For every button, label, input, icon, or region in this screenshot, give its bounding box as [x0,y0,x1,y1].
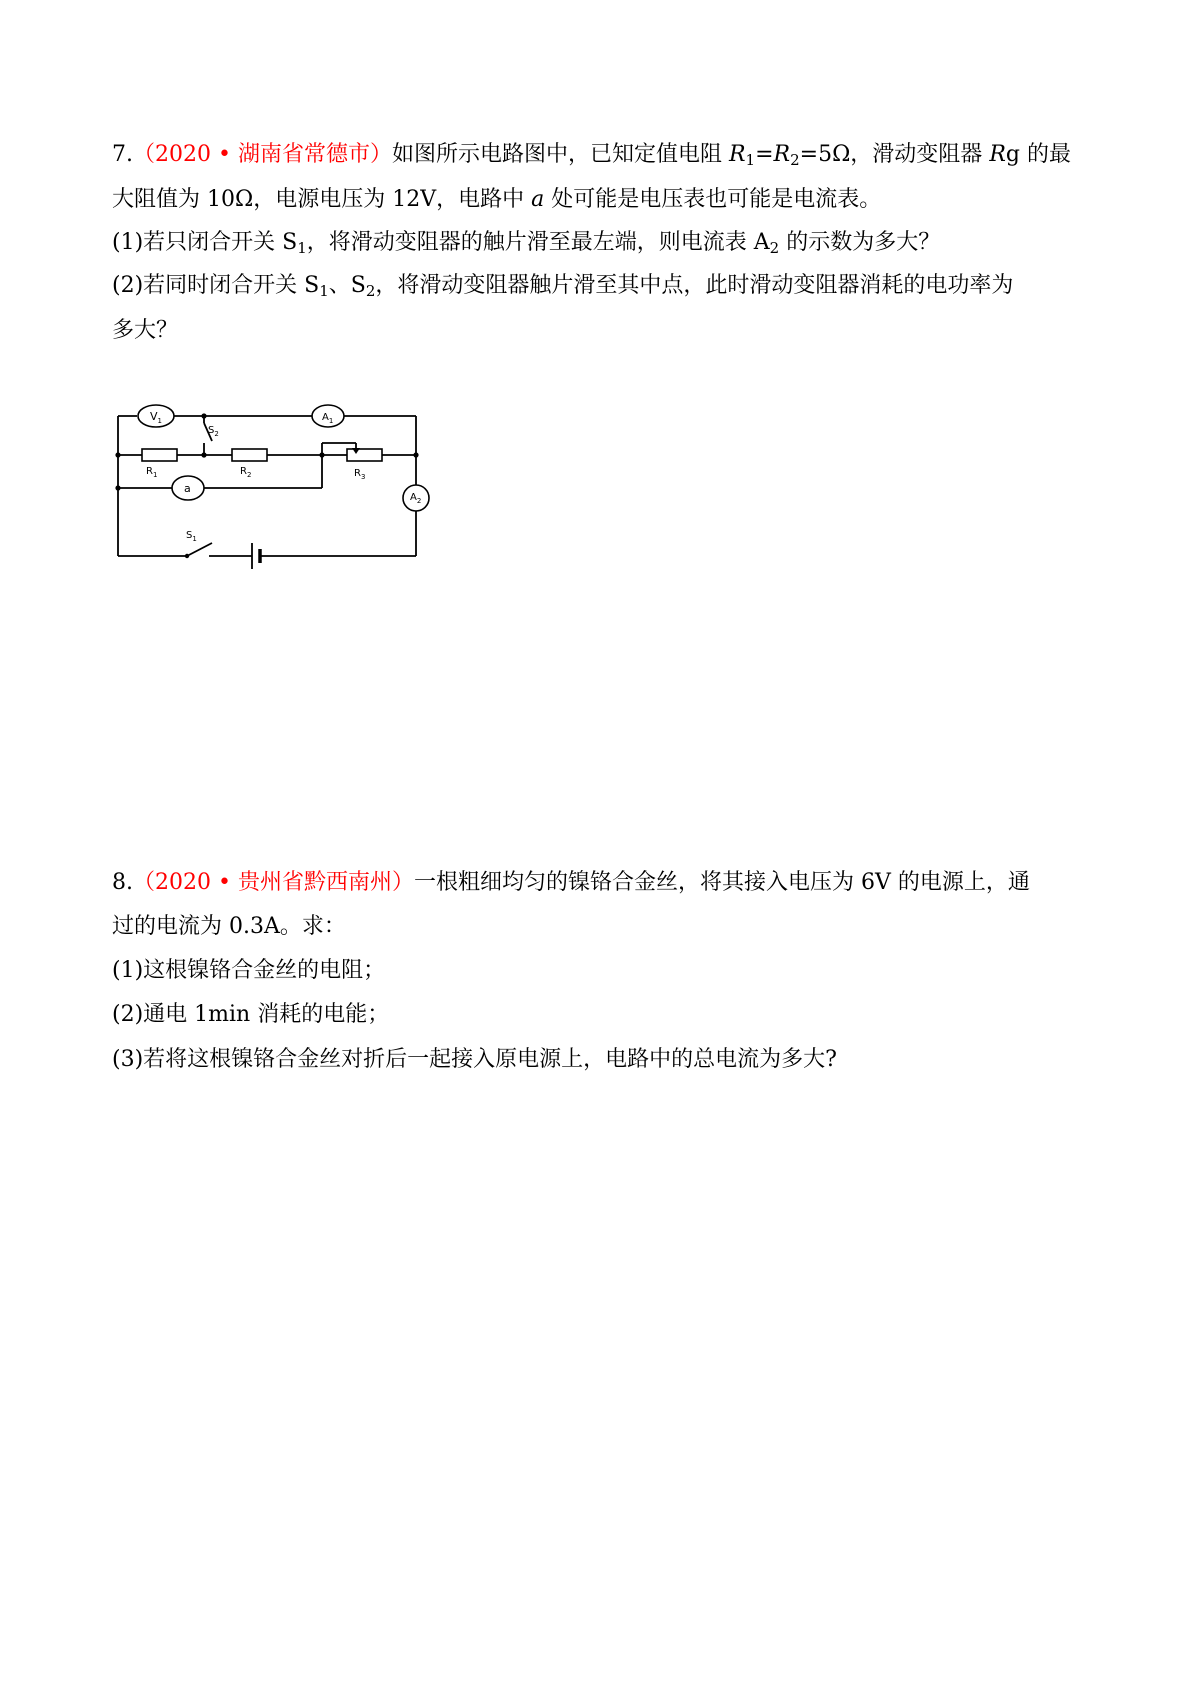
subscript: 1 [319,282,329,300]
subscript: 2 [365,282,376,300]
rheostat-r3 [347,449,382,461]
q8-text: 一根粗细均匀的镍铬合金丝，将其接入电压为 6V 的电源上，通 [413,870,1030,895]
v1-label: $V_1$ [150,410,162,425]
q7-text: 大阻值为 10Ω，电源电压为 12V，电路中 [112,187,532,212]
r-symbol: R [728,142,746,167]
q7-text: ，将滑动变阻器触片滑至其中点，此时滑动变阻器消耗的电功率为 [375,273,1014,298]
s1-label: $S_1$ [186,530,197,543]
q7-text: 、S [328,273,366,298]
subscript: 1 [745,151,756,169]
q8-text: 过的电流为 0.3A。求： [112,914,346,939]
r-symbol: R [773,142,791,167]
r1-label: $R_1$ [146,466,158,479]
a-symbol: a [531,187,545,212]
q7-line-2 [112,185,881,215]
junction-dot [413,452,418,457]
q7-part-1 [112,228,940,258]
q8-source: （2020 • 贵州省黔西南州） [133,870,414,895]
q8-part-2 [112,1000,389,1030]
q8-part-3 [112,1045,837,1075]
q8-text: (1)这根镍铬合金丝的电阻； [112,958,386,983]
circuit-diagram [112,393,452,583]
q7-text: 如图所示电路图中，已知定值电阻 [391,142,729,167]
junction-dot [319,452,324,457]
q8-text: (3)若将这根镍铬合金丝对折后一起接入原电源上，电路中的总电流为多大? [112,1047,837,1072]
q7-text: g 的最 [1005,142,1071,167]
q7-text: 的示数为多大？ [779,230,941,255]
q7-source: （2020 • 湖南省常德市） [133,142,392,167]
q7-text: ，将滑动变阻器的触片滑至最左端，则电流表 A [306,230,770,255]
a2-label: $A_2$ [410,492,422,505]
q7-part-2-cont [112,316,178,346]
q7-text: (1)若只闭合开关 S [112,230,298,255]
s2-label: $S_2$ [208,425,219,438]
junction-dot [201,452,206,457]
a-meter-label: a [184,482,191,495]
junction-dot [115,485,120,490]
q7-text: 多大？ [112,318,179,343]
r2-label: $R_2$ [240,466,252,479]
subscript: 1 [297,239,307,257]
subscript: 2 [769,239,780,257]
switch-s1-blade [187,543,212,556]
q7-text: (2)若同时闭合开关 S [112,273,320,298]
junction-dot [115,452,120,457]
q7-part-2 [112,271,1013,301]
resistor-r1 [142,449,177,461]
q8-line-2 [112,912,346,942]
a1-label: $A_1$ [322,412,334,425]
equals-sign: = [755,142,774,167]
q8-part-1 [112,956,385,986]
q8-number: 8. [112,870,133,895]
r-symbol: R [989,142,1006,167]
junction-dot [201,413,206,418]
q7-text: =5Ω，滑动变阻器 [799,142,990,167]
q8-line-1 [112,868,1030,898]
subscript: 2 [790,151,800,169]
q7-number: 7. [112,142,133,167]
q8-text: (2)通电 1min 消耗的电能； [112,1002,390,1027]
r3-label: $R_3$ [354,468,366,481]
q7-line-1 [112,140,1071,170]
q7-text: 处可能是电压表也可能是电流表。 [544,187,882,212]
resistor-r2 [232,449,267,461]
switch-pivot [185,554,189,558]
